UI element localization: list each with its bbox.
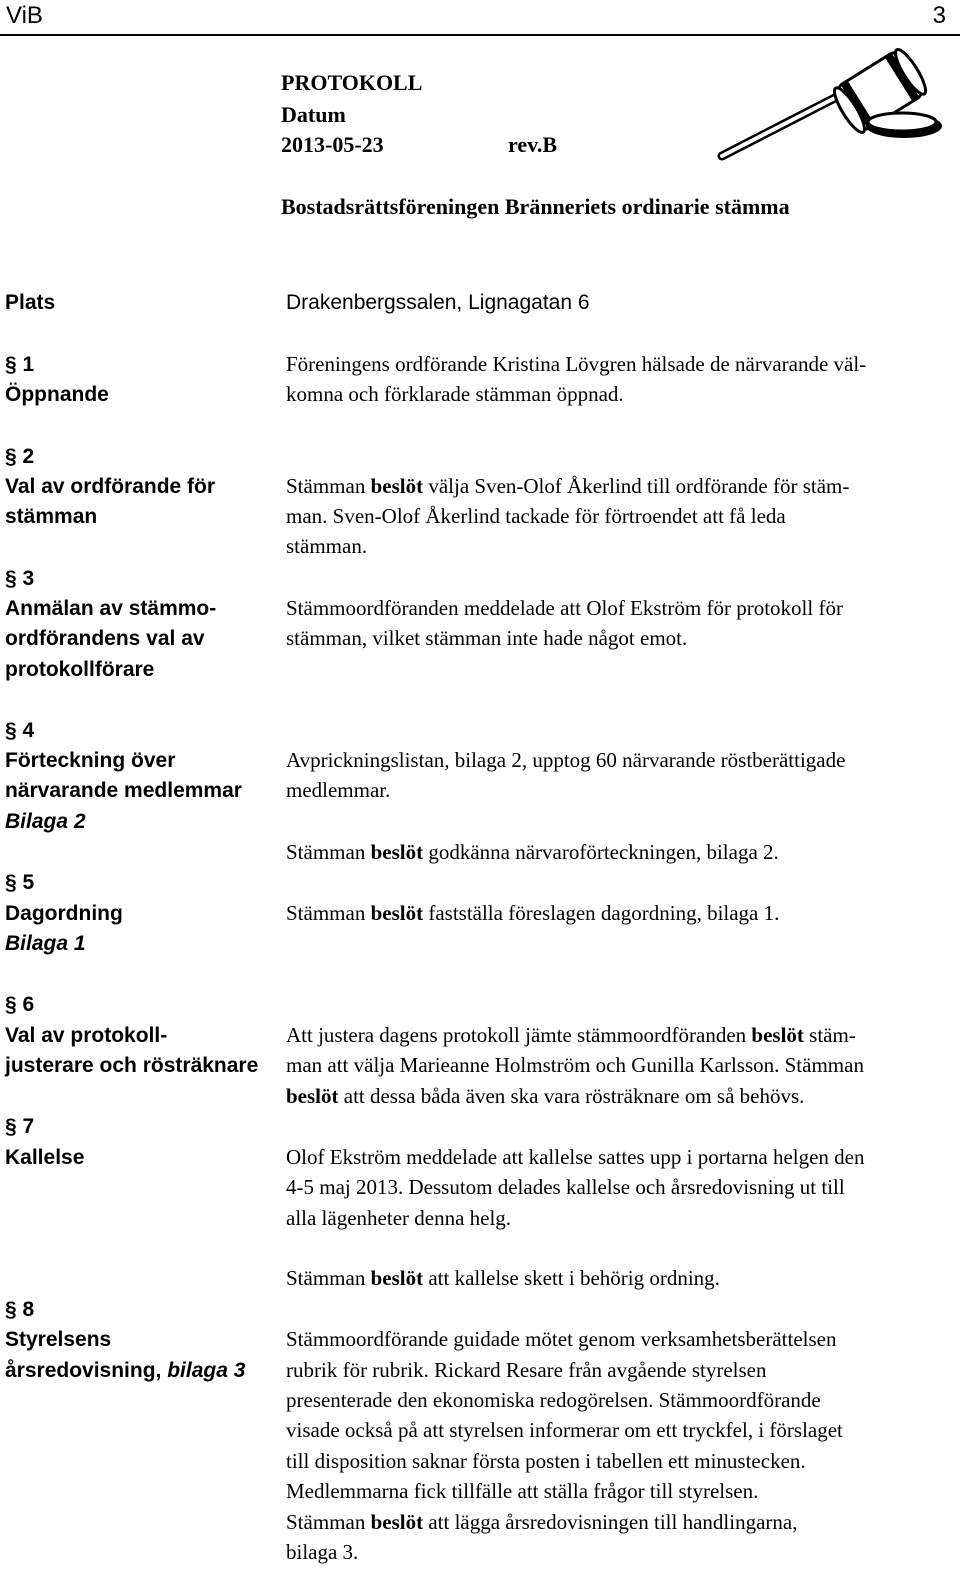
section-8-text-line: presenterade den ekonomiska redogörelsen. Stämmoordförande	[286, 1388, 821, 1412]
section-4-attachment: Bilaga 2	[5, 810, 86, 833]
beslot-keyword: beslöt	[286, 1084, 339, 1108]
section-5-number: § 5	[5, 871, 35, 894]
datum-label: Datum	[281, 102, 346, 127]
doc-revision: rev.B	[508, 132, 558, 157]
section-7-text-line: Olof Ekström meddelade att kallelse sattes upp i portarna helgen den	[286, 1145, 865, 1169]
section-6-title-line: justerare och rösträknare	[5, 1054, 259, 1077]
section-5-title: Dagordning	[5, 902, 123, 925]
header-org: ViB	[6, 2, 43, 29]
beslot-keyword: beslöt	[370, 901, 424, 925]
section-8-text-line: Medlemmarna fick tillfälle att ställa frågor till styrelsen.	[286, 1479, 759, 1503]
section-3-title-line: ordförandens val av	[5, 627, 205, 650]
section-8-number: § 8	[5, 1298, 35, 1321]
beslot-keyword: beslöt	[370, 1266, 424, 1290]
doc-title: PROTOKOLL	[281, 70, 423, 95]
section-1-title: Öppnande	[5, 383, 109, 406]
section-8-text-line: till disposition saknar första posten i tabellen ett minustecken.	[286, 1449, 806, 1473]
section-2-text-line: stämman.	[286, 534, 368, 558]
beslot-keyword: beslöt	[751, 1023, 804, 1047]
section-4-text-line: medlemmar.	[286, 778, 391, 802]
section-4-title-line: Förteckning över	[5, 749, 176, 772]
section-4-text-line: Avprickningslistan, bilaga 2, upptog 60 närvarande röstberättigade	[286, 748, 846, 772]
beslot-keyword: beslöt	[370, 840, 424, 864]
section-3-text-line: Stämmoordföranden meddelade att Olof Ekström för protokoll för	[286, 596, 843, 620]
section-8-text-line: rubrik för rubrik. Rickard Resare från avgående styrelsen	[286, 1358, 767, 1382]
section-8-title-line: Styrelsens	[5, 1328, 112, 1351]
section-6-decision-line: Att justera dagens protokoll jämte stämmoordföranden beslöt stäm-	[286, 1023, 856, 1047]
section-2-title-line: stämman	[5, 505, 98, 528]
section-1-text-line: Föreningens ordförande Kristina Lövgren hälsade de närvarande väl-	[286, 352, 867, 376]
plats-label: Plats	[5, 291, 56, 314]
section-1-text-line: komna och förklarade stämman öppnad.	[286, 382, 624, 406]
section-4-title-line: närvarande medlemmar	[5, 779, 242, 802]
section-8-text-line: Stämmoordförande guidade mötet genom verksamhetsberättelsen	[286, 1327, 837, 1351]
section-2-decision-line: Stämman beslöt välja Sven-Olof Åkerlind till ordförande för stäm-	[286, 474, 850, 498]
section-7-decision-line: Stämman beslöt att kallelse skett i behörig ordning.	[286, 1266, 720, 1290]
page-header	[0, 0, 960, 36]
section-5-attachment: Bilaga 1	[5, 932, 86, 955]
section-8-title-line: årsredovisning, bilaga 3	[5, 1359, 246, 1382]
section-8-attachment: bilaga 3	[167, 1359, 246, 1382]
section-8-decision-line: Stämman beslöt att lägga årsredovisningen till handlingarna,	[286, 1510, 798, 1534]
meeting-title: Bostadsrättsföreningen Bränneriets ordinarie stämma	[281, 194, 790, 219]
section-4-decision-line: Stämman beslöt godkänna närvaroförteckningen, bilaga 2.	[286, 840, 779, 864]
section-7-title: Kallelse	[5, 1146, 85, 1169]
gavel-icon	[712, 36, 952, 166]
section-3-title-line: protokollförare	[5, 658, 155, 681]
section-6-decision-line: beslöt att dessa båda även ska vara rösträknare om så behövs.	[286, 1084, 805, 1108]
plats-value: Drakenbergssalen, Lignagatan 6	[286, 291, 590, 314]
section-8-text-line: bilaga 3.	[286, 1540, 359, 1564]
section-4-number: § 4	[5, 719, 35, 742]
section-8-text-line: visade också på att styrelsen informerar om ett tryckfel, i förslaget	[286, 1418, 843, 1442]
doc-date: 2013-05-23	[281, 132, 384, 157]
section-2-title-line: Val av ordförande för	[5, 475, 216, 498]
section-2-number: § 2	[5, 445, 35, 468]
beslot-keyword: beslöt	[370, 474, 424, 498]
section-7-number: § 7	[5, 1115, 35, 1138]
section-3-number: § 3	[5, 567, 35, 590]
beslot-keyword: beslöt	[370, 1510, 424, 1534]
section-1-number: § 1	[5, 353, 35, 376]
section-3-text-line: stämman, vilket stämman inte hade något emot.	[286, 626, 688, 650]
section-2-text-line: man. Sven-Olof Åkerlind tackade för förtroendet att få leda	[286, 504, 786, 528]
section-7-text-line: alla lägenheter denna helg.	[286, 1206, 512, 1230]
header-page-number: 3	[932, 2, 946, 29]
section-3-title-line: Anmälan av stämmo-	[5, 597, 217, 620]
section-6-title-line: Val av protokoll-	[5, 1024, 168, 1047]
section-6-number: § 6	[5, 993, 35, 1016]
section-5-decision-line: Stämman beslöt fastställa föreslagen dagordning, bilaga 1.	[286, 901, 780, 925]
section-7-text-line: 4-5 maj 2013. Dessutom delades kallelse och årsredovisning ut till	[286, 1175, 845, 1199]
section-6-text-line: man att välja Marieanne Holmström och Gunilla Karlsson. Stämman	[286, 1053, 864, 1077]
